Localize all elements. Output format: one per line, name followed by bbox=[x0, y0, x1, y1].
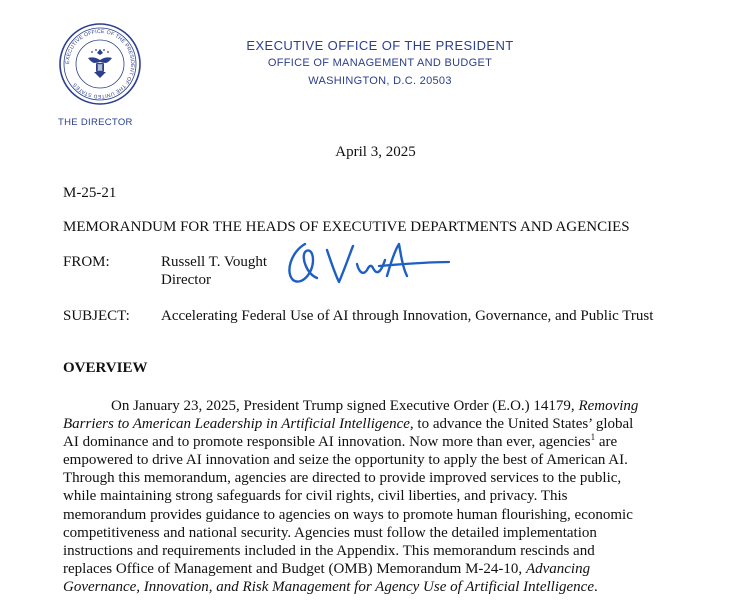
paragraph-line: empowered to drive AI innovation and seize the opportunity to apply the best of American AI. bbox=[63, 452, 628, 469]
office-address: WASHINGTON, D.C. 20503 bbox=[308, 75, 452, 87]
paragraph-line bbox=[63, 560, 693, 578]
paragraph-line: memorandum provides guidance to agencies on ways to promote human flourishing, economic bbox=[63, 506, 633, 523]
memo-title-italic: Governance, Innovation, and Risk Management for Agency Use of Artificial Intelligence bbox=[63, 578, 594, 595]
the-director-label: THE DIRECTOR bbox=[58, 117, 133, 128]
footnote-marker[interactable]: 1 bbox=[590, 432, 596, 443]
paragraph-line: while maintaining strong safeguards for civil rights, civil liberties, and privacy. This bbox=[63, 488, 568, 505]
line-text: replaces Office of Management and Budget (OMB) Memorandum M-24-10, bbox=[63, 560, 526, 577]
overview-heading: OVERVIEW bbox=[63, 360, 148, 376]
office-title: EXECUTIVE OFFICE OF THE PRESIDENT bbox=[246, 38, 514, 53]
subject-label: SUBJECT: bbox=[63, 308, 130, 324]
memo-title-italic: Advancing bbox=[525, 560, 591, 577]
subject-text: Accelerating Federal Use of AI through Innovation, Governance, and Public Trust bbox=[161, 308, 654, 324]
eo-title-italic: Barriers to American Leadership in Artificial Intelligence bbox=[63, 416, 410, 433]
memo-number: M-25-21 bbox=[63, 185, 117, 201]
eo-title-italic: Removing bbox=[578, 398, 639, 414]
line-text: . bbox=[593, 578, 598, 595]
paragraph-line bbox=[63, 415, 693, 433]
paragraph-line: Through this memorandum, agencies are directed to provide improved services to the public, bbox=[63, 470, 622, 487]
from-title: Director bbox=[161, 272, 211, 288]
line-text: On January 23, 2025, President Trump signed Executive Order (E.O.) 14179, bbox=[111, 398, 579, 414]
from-label: FROM: bbox=[63, 254, 110, 270]
seal-ring-text: EXECUTIVE OFFICE OF THE PRESIDENT OF THE UNITED STATES bbox=[64, 28, 136, 100]
overview-paragraph bbox=[63, 397, 693, 596]
paragraph-line bbox=[63, 397, 693, 415]
memo-recipients: MEMORANDUM FOR THE HEADS OF EXECUTIVE DEPARTMENTS AND AGENCIES bbox=[63, 219, 630, 235]
paragraph-line: competitiveness and national security. Agencies must follow the detailed implementation bbox=[63, 524, 597, 541]
paragraph-line bbox=[63, 433, 693, 451]
memo-date: April 3, 2025 bbox=[335, 144, 416, 160]
signature-icon bbox=[283, 238, 453, 286]
line-text: , to advance the United States’ global bbox=[409, 416, 634, 433]
from-name: Russell T. Vought bbox=[161, 254, 267, 270]
sub-office-title: OFFICE OF MANAGEMENT AND BUDGET bbox=[267, 57, 493, 69]
line-text: AI dominance and to promote responsible AI innovation. Now more than ever, agencies bbox=[63, 434, 591, 451]
paragraph-line: instructions and requirements included in the Appendix. This memorandum rescinds and bbox=[63, 542, 595, 559]
paragraph-line bbox=[63, 578, 693, 596]
line-text: are bbox=[595, 434, 618, 451]
presidential-seal-icon bbox=[58, 22, 142, 106]
